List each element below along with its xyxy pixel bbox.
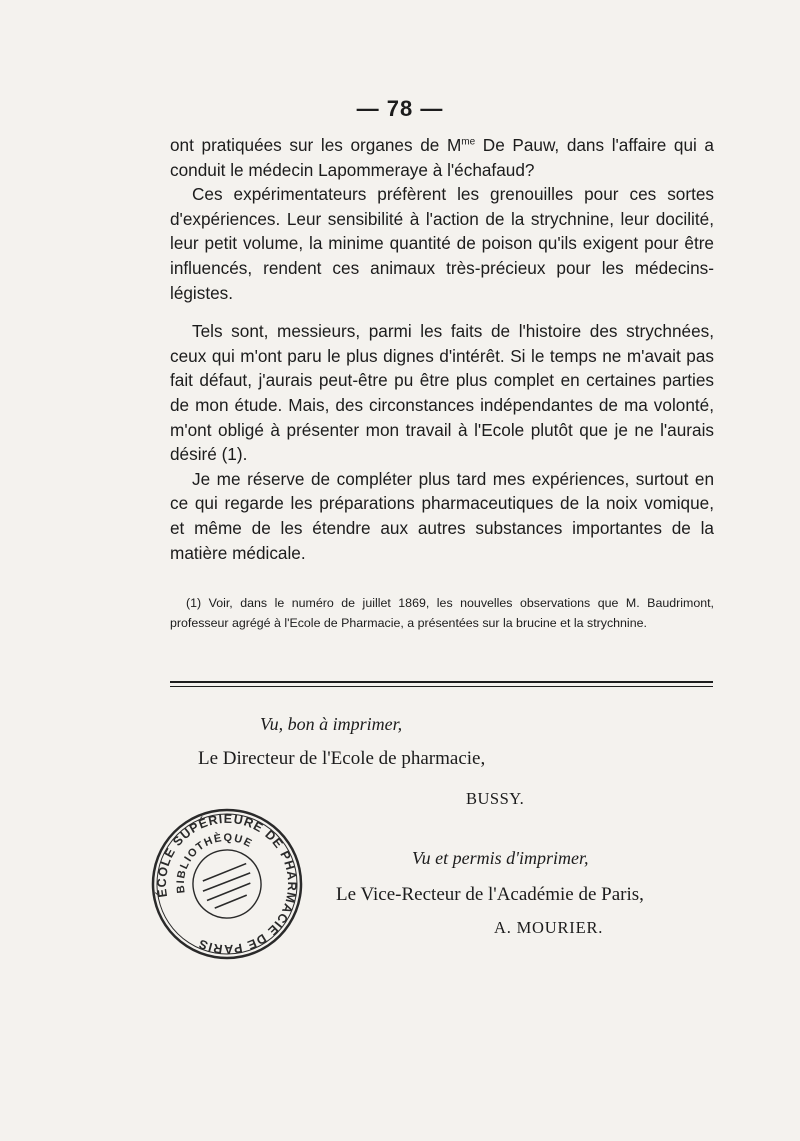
- stamp-outer-text: ÉCOLE SUPÉRIEURE DE PHARMACIE DE PARIS: [154, 811, 300, 957]
- stamp-center-hatching: [199, 863, 256, 910]
- paragraph-1: [170, 133, 714, 182]
- paragraph-2: Ces expérimentateurs préfèrent les grenouilles pour ces sortes d'expériences. Leur sensibilité à l'action de la strychnine, leur docilité, leur petit volume, la minime quantité de poison qu'ils exigent pour être influencés, rendent ces animaux très-précieux pour les médecins-légistes.: [170, 184, 714, 303]
- approval-vu-bon: Vu, bon à imprimer,: [260, 714, 403, 734]
- paragraph-1-end: De Pauw, dans l'affaire qui a conduit le médecin Lapommeraye à l'échafaud?: [170, 135, 714, 180]
- footnote-text: (1) Voir, dans le numéro de juillet 1869, les nouvelles observations que M. Baudrimont, professeur agrégé à l'Ecole de Pharmacie, a présentées sur la brucine et la strychnine.: [170, 596, 714, 630]
- paragraph-1-start: ont pratiquées sur les organes de M: [170, 135, 462, 155]
- approval-signature-bussy: BUSSY.: [466, 789, 525, 808]
- paragraph-3: Tels sont, messieurs, parmi les faits de l'histoire des strychnées, ceux qui m'ont paru le plus dignes d'intérêt. Si le temps ne m'avait pas fait défaut, j'aurais peut-être pu être plus complet en certaines parties de mon étude. Mais, des circonstances indépendantes de ma volonté, m'ont obligé à présenter mon travail à l'Ecole plutôt que je ne l'aurais désiré (1).: [170, 321, 714, 465]
- stamp-center-ring: [187, 844, 268, 925]
- approval-signature-mourier: A. MOURIER.: [494, 918, 604, 937]
- approval-vice-recteur: Le Vice-Recteur de l'Académie de Paris,: [336, 884, 644, 905]
- approval-permis: Vu et permis d'imprimer,: [412, 848, 589, 868]
- approval-director: Le Directeur de l'Ecole de pharmacie,: [198, 748, 486, 769]
- section-divider: [170, 681, 713, 687]
- library-stamp-icon: [144, 806, 310, 962]
- superscript-me: me: [461, 136, 476, 148]
- stamp-inner-text: BIBLIOTHÈQUE: [174, 831, 255, 894]
- page-number: — 78 —: [356, 96, 444, 121]
- paragraph-4: Je me réserve de compléter plus tard mes expériences, surtout en ce qui regarde les préparations pharmaceutiques de la noix vomique, et même de les étendre aux autres substances importantes de la matière médicale.: [170, 468, 714, 563]
- body-text: [170, 133, 714, 565]
- footnote: [170, 594, 714, 633]
